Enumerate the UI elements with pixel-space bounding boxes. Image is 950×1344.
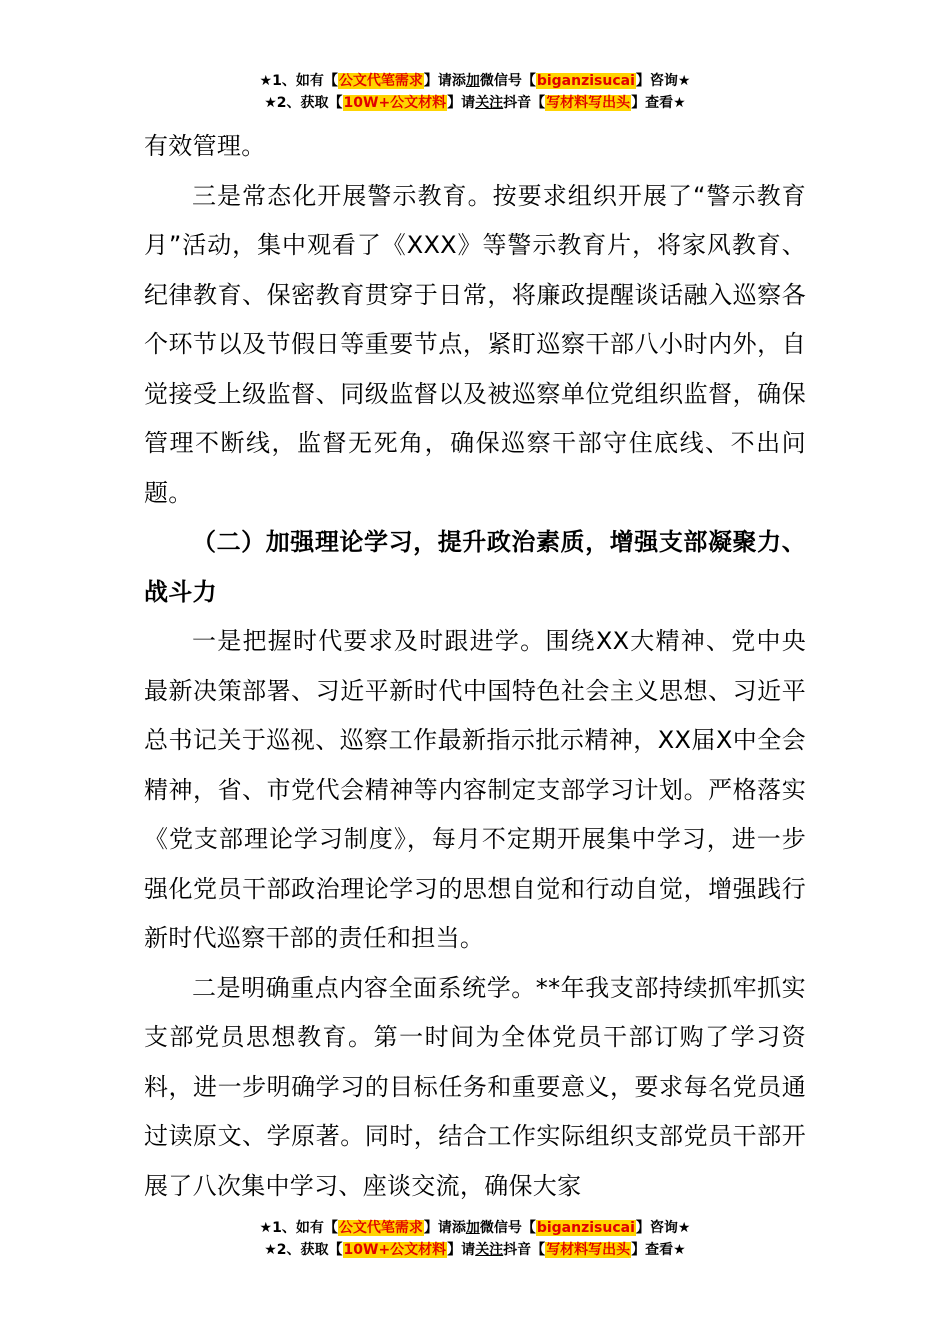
banner-underline: 关注 <box>475 1242 504 1258</box>
banner-text: 】请添 <box>423 73 466 89</box>
banner-highlight: 写材料写出头 <box>546 95 631 111</box>
banner-underline: 加 <box>465 1220 480 1236</box>
banner-text: ★2、获取【 <box>264 95 343 111</box>
banner-highlight: 公文代笔需求 <box>338 73 423 89</box>
banner-text: 】请 <box>447 1242 476 1258</box>
banner-underline: 关注 <box>475 95 504 111</box>
banner-text: 】咨询★ <box>635 73 691 89</box>
footer-banner <box>0 1217 950 1261</box>
banner-text: 抖音【 <box>503 95 546 111</box>
banner-text: 】请添 <box>423 1220 466 1236</box>
banner-text: ★1、如有【 <box>259 73 338 89</box>
banner-text: ★1、如有【 <box>259 1220 338 1236</box>
banner-line-1 <box>0 1217 950 1239</box>
banner-text: ★2、获取【 <box>264 1242 343 1258</box>
paragraph-warning-education: 三是常态化开展警示教育。按要求组织开展了“警示教育月”活动，集中观看了《XXX》等警示教育片，将家风教育、纪律教育、保密教育贯穿于日常，将廉政提醒谈话融入巡察各个环节以及节假日等重要节点，紧盯巡察干部八小时内外，自觉接受上级监督、同级监督以及被巡察单位党组织监督，确保管理不断线，监督无死角，确保巡察干部守住底线、不出问题。 <box>144 181 806 507</box>
banner-highlight: biganzisucai <box>536 73 635 89</box>
document-body <box>144 122 806 1211</box>
banner-text: 】请 <box>447 95 476 111</box>
banner-highlight: 10W+公文材料 <box>343 1242 447 1258</box>
banner-highlight: 公文代笔需求 <box>338 1220 423 1236</box>
banner-highlight: 10W+公文材料 <box>343 95 447 111</box>
paragraph-systematic-study: 二是明确重点内容全面系统学。**年我支部持续抓牢抓实支部党员思想教育。第一时间为全体党员干部订购了学习资料，进一步明确学习的目标任务和重要意义，要求每名党员通过读原文、学原著。同时，结合工作实际组织支部党员干部开展了八次集中学习、座谈交流，确保大家 <box>144 973 806 1200</box>
banner-underline: 加 <box>465 73 480 89</box>
banner-text: 微信号【 <box>479 1220 536 1236</box>
banner-text: 】查看★ <box>631 1242 686 1258</box>
banner-line-2 <box>0 1239 950 1261</box>
section-heading: （二）加强理论学习，提升政治素质，增强支部凝聚力、战斗力 <box>144 528 806 606</box>
banner-text: 抖音【 <box>503 1242 546 1258</box>
paragraph-timely-study: 一是把握时代要求及时跟进学。围绕XX大精神、党中央最新决策部署、习近平新时代中国特色社会主义思想、习近平总书记关于巡视、巡察工作最新指示批示精神，XX届X中全会精神，省、市党代会精神等内容制定支部学习计划。严格落实《党支部理论学习制度》，每月不定期开展集中学习，进一步强化党员干部政治理论学习的思想自觉和行动自觉，增强践行新时代巡察干部的责任和担当。 <box>144 627 806 952</box>
banner-text: 微信号【 <box>479 73 536 89</box>
banner-text: 】查看★ <box>631 95 686 111</box>
banner-highlight: biganzisucai <box>536 1220 635 1236</box>
header-banner <box>0 70 950 114</box>
banner-line-1 <box>0 70 950 92</box>
banner-highlight: 写材料写出头 <box>546 1242 631 1258</box>
banner-line-2 <box>0 92 950 114</box>
paragraph-continuation: 有效管理。 <box>144 132 266 160</box>
banner-text: 】咨询★ <box>635 1220 691 1236</box>
